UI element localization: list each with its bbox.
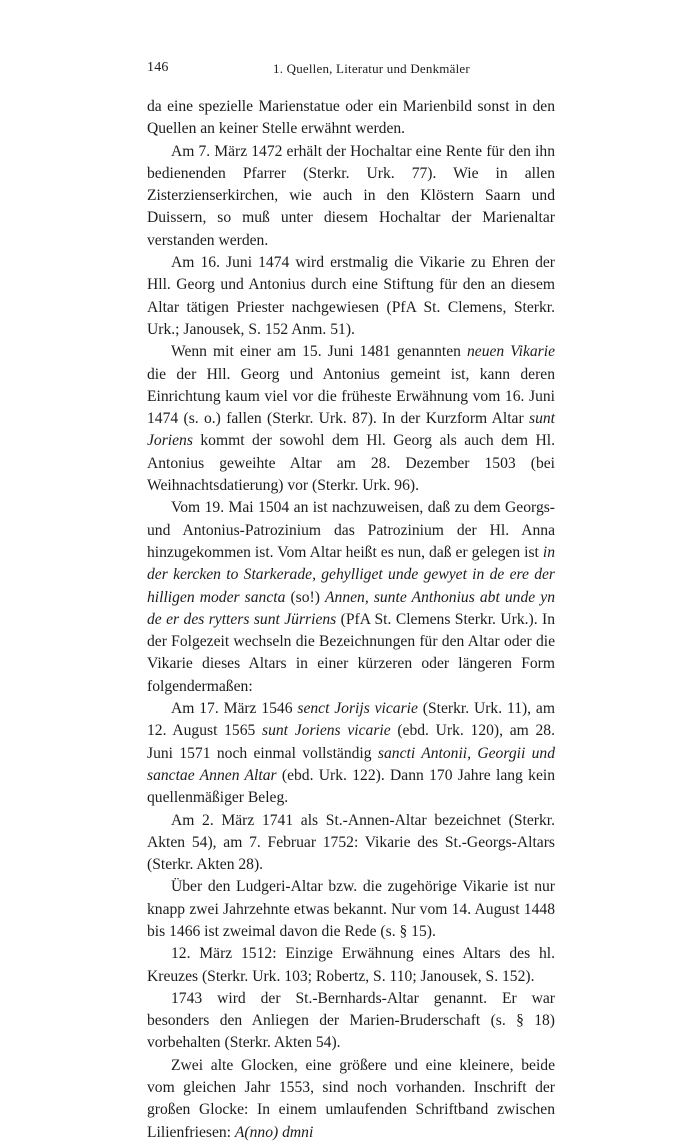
italic-quote: senct Jorijs vicarie: [297, 700, 418, 718]
document-page: [147, 58, 555, 1144]
paragraph: [147, 341, 555, 497]
paragraph: [147, 876, 555, 943]
italic-quote: in der kercken to Starkerade, gehylliget unde gewyet in de ere der hilligen moder sancta: [147, 543, 555, 606]
paragraph: [147, 810, 555, 877]
paragraph: [147, 252, 555, 341]
paragraph: [147, 96, 555, 141]
paragraph: [147, 698, 555, 809]
paragraph: [147, 1055, 555, 1144]
text-run: Wenn mit einer am 15. Juni 1481 genannten: [171, 343, 467, 361]
text-run: (PfA St. Clemens Sterkr. Urk.). In der Folgezeit wechseln die Bezeichnungen für den Altar oder die Vikarie dieses Altars in einer kürzeren oder längeren Form folgendermaßen:: [147, 610, 556, 695]
italic-quote: sunt Joriens: [147, 410, 555, 450]
paragraph: [147, 141, 555, 252]
text-run: (ebd. Urk. 120), am 28. Juni 1571 noch einmal vollständig: [147, 722, 555, 762]
text-run: da eine spezielle Marienstatue oder ein Marienbild sonst in den Quellen an keiner Stelle erwähnt werden.: [147, 98, 555, 138]
text-run: (Sterkr. Urk. 11), am 12. August 1565: [147, 700, 555, 740]
paragraph: [147, 497, 555, 698]
paragraph: [147, 988, 555, 1055]
running-title: 1. Quellen, Literatur und Denkmäler: [273, 61, 470, 76]
body-text: [147, 96, 555, 1144]
text-run: Am 2. März 1741 als St.-Annen-Altar bezeichnet (Sterkr. Akten 54), am 7. Februar 1752: Vikarie des St.-Georgs-Altars (Sterkr. Akten 28).: [147, 811, 555, 874]
italic-quote: Annen, sunte Anthonius abt unde yn de er des rytters sunt Jürriens: [147, 588, 555, 628]
text-run: Zwei alte Glocken, eine größere und eine kleinere, beide vom gleichen Jahr 1553, sind noch vorhanden. Inschrift der großen Glocke: In einem umlaufenden Schriftband zwischen Lilienfriesen:: [147, 1056, 555, 1141]
text-run: Am 17. März 1546: [171, 700, 298, 718]
text-run: (so!): [285, 588, 325, 606]
paragraph: [147, 943, 555, 988]
page-header: [147, 58, 555, 82]
text-run: Vom 19. Mai 1504 an ist nachzuweisen, daß zu dem Georgs- und Antonius-Patrozinium das Patrozinium der Hl. Anna hinzugekommen ist. Vom Altar heißt es nun, daß er gelegen ist: [147, 499, 555, 561]
italic-quote: A(nno) dmni: [234, 1123, 314, 1141]
italic-quote: sancti Antonii, Georgii und sanctae Annen Altar: [147, 744, 556, 784]
text-run: 12. März 1512: Einzige Erwähnung eines Altars des hl. Kreuzes (Sterkr. Urk. 103; Robertz, S. 110; Janousek, S. 152).: [147, 945, 555, 985]
page-number: 146: [147, 60, 169, 75]
text-run: die der Hll. Georg und Antonius gemeint ist, kann deren Einrichtung kaum viel vor die früheste Erwähnung vom 16. Juni 1474 (s. o.) fallen (Sterkr. Urk. 87). In der Kurzform Altar: [147, 365, 555, 428]
text-run: Am 7. März 1472 erhält der Hochaltar eine Rente für den ihn bedienenden Pfarrer (Sterkr. Urk. 77). Wie in allen Zisterzienserkirchen, wie auch in den Klöstern Saarn und Duissern, so muß unter diesem Hochaltar der Marienaltar verstanden werden.: [147, 142, 555, 249]
text-run: 1743 wird der St.-Bernhards-Altar genannt. Er war besonders den Anliegen der Marien-Bruderschaft (s. § 18) vorbehalten (Sterkr. Akten 54).: [147, 989, 555, 1052]
italic-quote: sunt Joriens vicarie: [262, 722, 391, 740]
text-run: kommt der sowohl dem Hl. Georg als auch dem Hl. Antonius geweihte Altar am 28. Dezember 1503 (bei Weihnachtsdatierung) vor (Sterkr. Urk. 96).: [147, 432, 555, 495]
italic-quote: neuen Vikarie: [467, 343, 556, 361]
text-run: Über den Ludgeri-Altar bzw. die zugehörige Vikarie ist nur knapp zwei Jahrzehnte etwas bekannt. Nur vom 14. August 1448 bis 1466 ist zweimal davon die Rede (s. § 15).: [147, 878, 555, 940]
text-run: (ebd. Urk. 122). Dann 170 Jahre lang kein quellenmäßiger Beleg.: [147, 766, 555, 807]
text-run: Am 16. Juni 1474 wird erstmalig die Vikarie zu Ehren der Hll. Georg und Antonius durch eine Stiftung für den an diesem Altar tätigen Priester nachgewiesen (PfA St. Clemens, Sterkr. Urk.; Janousek, S. 152 Anm. 51).: [147, 254, 555, 338]
